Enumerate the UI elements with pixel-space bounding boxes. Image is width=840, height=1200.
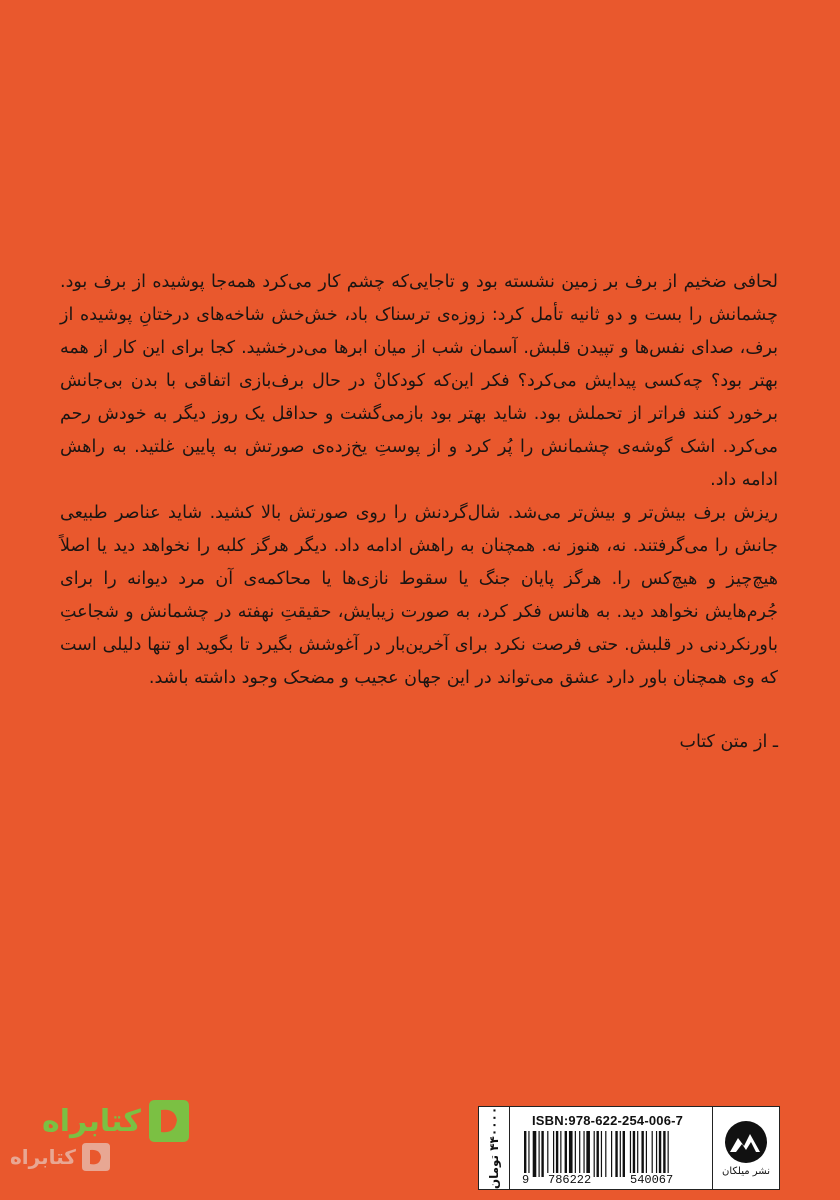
price-column — [479, 1107, 510, 1189]
logo-main — [42, 1096, 193, 1146]
isbn-number: ISBN:978-622-254-006-7 — [532, 1113, 684, 1128]
barcode-digit-prefix: 9 — [522, 1173, 530, 1187]
blurb-paragraph-2: ریزش برف بیش‌تر و بیش‌تر می‌شد. شال‌گردنش را روی صورتش بالا کشید. شاید عناصر طبیعی جانش را می‌گرفتند. نه، هنوز نه. همچنان به راهش ادامه داد. دیگر هرگز کلبه را نخواهد دید یا اصلاً هیچ‌چیز و هیچ‌کس را. هرگز پایان جنگ یا سقوط نازی‌ها یا محاکمه‌ی آن مرد دیوانه را برای جُرم‌هایش نخواهد دید. به هانس فکر کرد، به صورت زیبایش، حقیقتِ نهفته در چشمانش و شجاعتِ باورنکردنی در قلبش. حتی فرصت نکرد برای آخرین‌بار در آغوشش بگیرد تا بگوید او تنها دلیلی است که وی همچنان باور دارد عشق می‌تواند در این جهان عجیب و مضحک وجود داشته باشد. — [60, 503, 778, 688]
isbn-barcode-box — [478, 1106, 780, 1190]
price-label: ۴۴۰۰۰۰ تومان — [487, 1106, 501, 1190]
barcode-digit-group-2: 540067 — [630, 1173, 674, 1187]
blurb-text — [60, 266, 778, 695]
book-leaf-watermark-icon — [79, 1140, 113, 1174]
logo-watermark — [10, 1140, 113, 1174]
source-attribution: ـ از متن کتاب — [679, 732, 778, 752]
logo-watermark-text: کتابراه — [10, 1145, 76, 1169]
book-leaf-icon — [145, 1096, 193, 1146]
mountain-logo-icon — [722, 1120, 770, 1164]
katabrah-logo — [10, 1090, 220, 1190]
barcode-icon — [524, 1131, 706, 1177]
logo-brand-text: کتابراه — [42, 1103, 141, 1139]
publisher-logo — [712, 1107, 779, 1189]
barcode-area — [510, 1107, 712, 1189]
publisher-name: نشر میلکان — [722, 1165, 770, 1177]
barcode-digit-group-1: 786222 — [548, 1173, 592, 1187]
blurb-paragraph-1: لحافی ضخیم از برف بر زمین نشسته بود و تاجایی‌که چشم کار می‌کرد همه‌جا پوشیده از برف بود. چشمانش را بست و دو ثانیه تأمل کرد: زوزه‌ی ترسناک باد، خش‌خش شاخه‌های درختانِ پوشیده از برف، صدای نفس‌ها و تپیدن قلبش. آسمان شب از میان ابرها می‌درخشید. کجا برای این کار از همه بهتر بود؟ چه‌کسی پیدایش می‌کرد؟ فکر این‌که کودکانْ در حال برف‌بازی اتفاقی با بدن بی‌جانش برخورد کنند فراتر از تحملش بود. شاید بهتر بود بازمی‌گشت و حداقل یک روز دیگر به خودش رحم می‌کرد. اشک گوشه‌ی چشمانش را پُر کرد و از پوستِ یخ‌زده‌ی صورتش به پایین غلتید. به راهش ادامه داد. — [60, 272, 778, 490]
